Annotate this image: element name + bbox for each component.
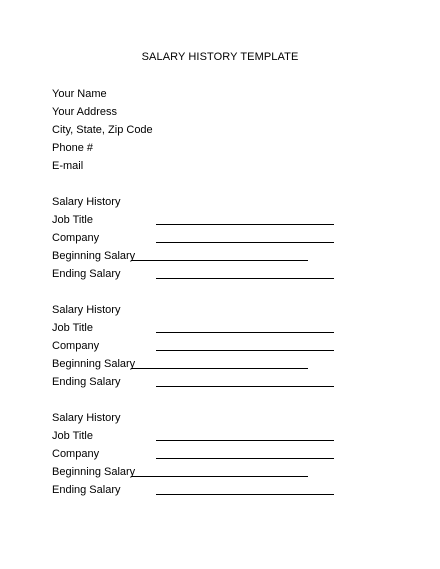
beginning-salary-blank-line[interactable] [131, 476, 308, 477]
ending-salary-blank-line[interactable] [156, 278, 334, 279]
ending-salary-blank-line[interactable] [156, 494, 334, 495]
ending-salary-label: Ending Salary [52, 376, 121, 388]
beginning-salary-label: Beginning Salary [52, 466, 136, 478]
section-heading: Salary History [52, 412, 121, 424]
job-title-label: Job Title [52, 322, 93, 334]
ending-salary-blank-line[interactable] [156, 386, 334, 387]
section-heading: Salary History [52, 196, 121, 208]
ending-salary-label: Ending Salary [52, 268, 121, 280]
ending-salary-label: Ending Salary [52, 484, 121, 496]
contact-name: Your Name [52, 88, 107, 100]
beginning-salary-label: Beginning Salary [52, 358, 136, 370]
company-blank-line[interactable] [156, 350, 334, 351]
contact-email: E-mail [52, 160, 84, 172]
company-label: Company [52, 448, 100, 460]
page-title: SALARY HISTORY TEMPLATE [141, 51, 299, 63]
beginning-salary-blank-line[interactable] [131, 260, 308, 261]
job-title-blank-line[interactable] [156, 332, 334, 333]
beginning-salary-label: Beginning Salary [52, 250, 136, 262]
beginning-salary-blank-line[interactable] [131, 368, 308, 369]
company-blank-line[interactable] [156, 242, 334, 243]
job-title-label: Job Title [52, 214, 93, 226]
job-title-blank-line[interactable] [156, 224, 334, 225]
contact-city-state-zip: City, State, Zip Code [52, 124, 153, 136]
company-label: Company [52, 340, 100, 352]
contact-phone: Phone # [52, 142, 93, 154]
job-title-blank-line[interactable] [156, 440, 334, 441]
company-label: Company [52, 232, 100, 244]
section-heading: Salary History [52, 304, 121, 316]
company-blank-line[interactable] [156, 458, 334, 459]
contact-address: Your Address [52, 106, 118, 118]
job-title-label: Job Title [52, 430, 93, 442]
